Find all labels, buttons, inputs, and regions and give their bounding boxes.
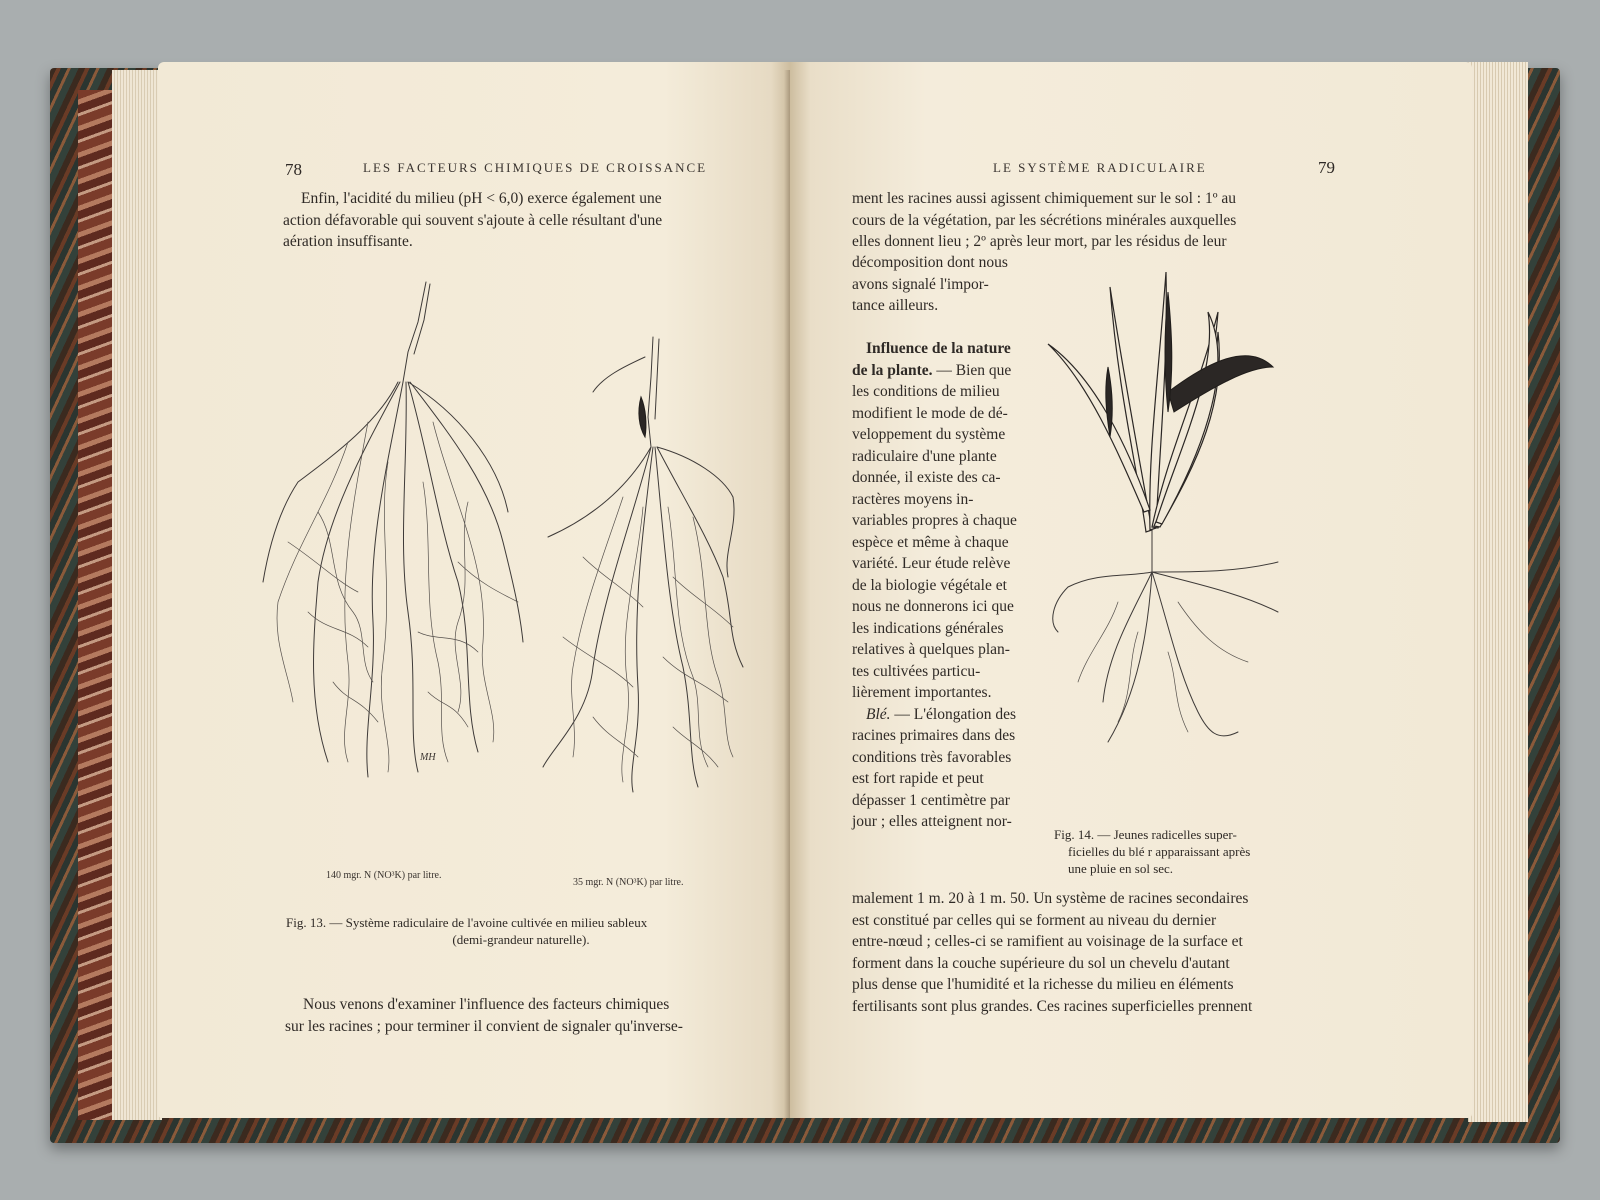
text-line: avons signalé l'impor- [852, 275, 989, 293]
text-line: les conditions de milieu [852, 383, 1000, 400]
text-line: est fort rapide et peut [852, 770, 984, 787]
left-page-edges [112, 70, 162, 1120]
text-line: ment les racines aussi agissent chimiquement sur le sol : 1º au [852, 190, 1237, 207]
bottom-paragraph [852, 888, 1336, 1017]
right-page [790, 62, 1472, 1118]
left-page [158, 62, 790, 1118]
text-line: nous ne donnerons ici que [852, 598, 1014, 615]
illustrator-signature: MH [420, 752, 436, 763]
text-line: relatives à quelques plan- [852, 641, 1010, 658]
text-line: cours de la végétation, par les sécrétions minérales auxquelles [852, 211, 1237, 229]
section-heading-line2: de la plante. [852, 361, 933, 379]
wheat-seedling-illustration [1048, 272, 1308, 752]
text-line: racines primaires dans des [852, 727, 1016, 744]
text-line: entre-nœud ; celles-ci se ramifient au voisinage de la surface et [852, 933, 1243, 950]
text-line: tes cultivées particu- [852, 662, 981, 680]
text-line: Enfin, l'acidité du milieu (pH < 6,0) exerce également une [301, 190, 662, 207]
text-line: donnée, il existe des ca- [852, 469, 1001, 486]
text-line: décomposition dont nous [852, 254, 1008, 271]
figure-sublabel-right: 35 mgr. N (NO³K) par litre. [573, 877, 684, 888]
ble-label: Blé. [866, 705, 891, 723]
figure-sublabel-left: 140 mgr. N (NO³K) par litre. [326, 870, 442, 881]
oat-root-illustration-right [533, 337, 753, 797]
intro-paragraph [283, 188, 743, 253]
caption-line: une pluie en sol sec. [1068, 861, 1174, 876]
figure-14-caption [1054, 826, 1329, 877]
text-line: plus dense que l'humidité et la richesse du milieu en éléments [852, 976, 1234, 993]
section-heading-line1: Influence de la nature [866, 340, 1011, 357]
text-line: sur les racines ; pour terminer il convient de signaler qu'inverse- [285, 1017, 683, 1035]
section-heading-row [852, 360, 1042, 382]
text-line: les indications générales [852, 619, 1004, 637]
caption-line: (demi-grandeur naturelle). [452, 932, 590, 947]
text-line: elles donnent lieu ; 2º après leur mort, par les résidus de leur [852, 233, 1227, 250]
text-line: radiculaire d'une plante [852, 447, 997, 465]
text-line: tance ailleurs. [852, 297, 939, 314]
figure-13-caption [286, 914, 756, 948]
text-line: dépasser 1 centimètre par [852, 791, 1010, 809]
text-line: malement 1 m. 20 à 1 m. 50. Un système de racines secondaires [852, 890, 1249, 907]
right-page-edges [1468, 62, 1528, 1122]
text-line: conditions très favorables [852, 748, 1012, 766]
section-heading [852, 338, 1042, 360]
caption-line: Fig. 14. — Jeunes radicelles super- [1054, 827, 1237, 842]
ble-paragraph-start [852, 704, 1042, 726]
text-line: de la biologie végétale et [852, 576, 1007, 594]
text-line: modifient le mode de dé- [852, 404, 1008, 422]
closing-paragraph [285, 994, 745, 1037]
text-line: variété. Leur étude relève [852, 555, 1011, 572]
caption-line: ficielles du blé r apparaissant après [1068, 844, 1251, 859]
text-line: — L'élongation des [890, 705, 1017, 723]
text-line: jour ; elles atteignent nor- [852, 813, 1012, 830]
text-line: forment dans la couche supérieure du sol un chevelu d'autant [852, 954, 1230, 972]
text-line: ractères moyens in- [852, 490, 974, 508]
text-line: fertilisants sont plus grandes. Ces racines superficielles prennent [852, 997, 1253, 1015]
text-line: lièrement importantes. [852, 684, 992, 701]
section-heading-tail: — Bien que [932, 361, 1012, 379]
text-line: veloppement du système [852, 426, 1006, 443]
narrow-column-a [852, 252, 1042, 317]
running-head-left: LES FACTEURS CHIMIQUES DE CROISSANCE [363, 160, 708, 175]
page-number-right: 79 [1318, 158, 1335, 177]
text-line: est constitué par celles qui se forment au niveau du dernier [852, 911, 1217, 929]
page-number-left: 78 [285, 160, 302, 179]
caption-line: Fig. 13. — Système radiculaire de l'avoine cultivée en milieu sableux [286, 915, 648, 930]
running-head-right: LE SYSTÈME RADICULAIRE [993, 160, 1207, 175]
text-line: aération insuffisante. [283, 233, 413, 250]
top-paragraph [852, 188, 1336, 253]
oat-root-illustration-left [258, 282, 528, 782]
text-line: action défavorable qui souvent s'ajoute à celle résultant d'une [283, 211, 663, 229]
text-line: variables propres à chaque [852, 512, 1017, 529]
text-line: espèce et même à chaque [852, 533, 1009, 551]
narrow-column-b [852, 338, 1042, 833]
text-line: Nous venons d'examiner l'influence des facteurs chimiques [303, 996, 670, 1013]
